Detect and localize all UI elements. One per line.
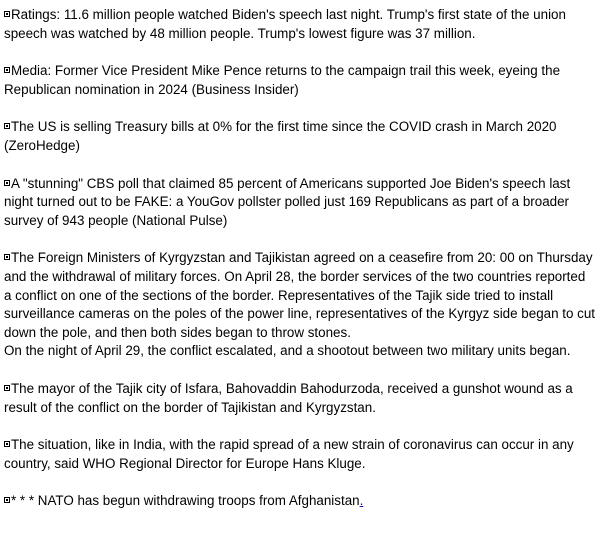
news-item-nato	[4, 492, 596, 511]
news-item-who-kluge	[4, 436, 596, 473]
news-item-treasury	[4, 118, 596, 155]
bullet-icon	[4, 180, 10, 186]
news-item-text: The US is selling Treasury bills at 0% for the first time since the COVID crash in March 2020 (ZeroHedge)	[4, 119, 557, 153]
news-item-text: The Foreign Ministers of Kyrgyzstan and Tajikistan agreed on a ceasefire from 20: 00 on Thursday and the withdrawal of military forces. On April 28, the border services of the two countries reported a conflict on one of the sections of the border. Representatives of the Tajik side tried to install surveillance cameras on the poles of the power line, representatives of the Kyrgyz side began to cut down the pole, and then both sides began to throw stones.	[4, 250, 596, 340]
news-item-text: Ratings: 11.6 million people watched Biden's speech last night. Trump's first state of the union speech was watched by 48 million people. Trump's lowest figure was 37 million.	[4, 7, 566, 41]
news-item-kyrgyz-tajik	[4, 249, 596, 361]
news-item-continuation: On the night of April 29, the conflict escalated, and a shootout between two military units began.	[4, 343, 571, 359]
bullet-icon	[4, 254, 10, 260]
news-item-text: A "stunning" CBS poll that claimed 85 percent of Americans supported Joe Biden's speech last night turned out to be FAKE: a YouGov pollster polled just 169 Republicans as part of a broader survey of 943 people (National Pulse)	[4, 175, 571, 228]
news-item-text: The mayor of the Tajik city of Isfara, Bahovaddin Bahodurzoda, received a gunshot wound as a result of the conflict on the border of Tajikistan and Kyrgyzstan.	[4, 380, 573, 415]
bullet-icon	[4, 385, 10, 391]
bullet-icon	[4, 441, 10, 447]
bullet-icon	[4, 11, 10, 17]
trailing-link[interactable]: .	[359, 493, 364, 509]
news-item-text: Media: Former Vice President Mike Pence returns to the campaign trail this week, eyeing the Republican nomination in 2024 (Business Insider)	[4, 63, 561, 97]
news-item-pence	[4, 62, 596, 99]
news-item-cbs-poll	[4, 175, 596, 231]
news-item-text: * * * NATO has begun withdrawing troops from Afghanistan	[11, 493, 360, 509]
news-item-isfara-mayor	[4, 380, 596, 417]
news-item-ratings	[4, 6, 596, 43]
news-item-text: The situation, like in India, with the rapid spread of a new strain of coronavirus can occur in any country, said WHO Regional Director for Europe Hans Kluge.	[4, 437, 574, 471]
bullet-icon	[4, 123, 10, 129]
bullet-icon	[4, 67, 10, 73]
bullet-icon	[4, 497, 10, 503]
